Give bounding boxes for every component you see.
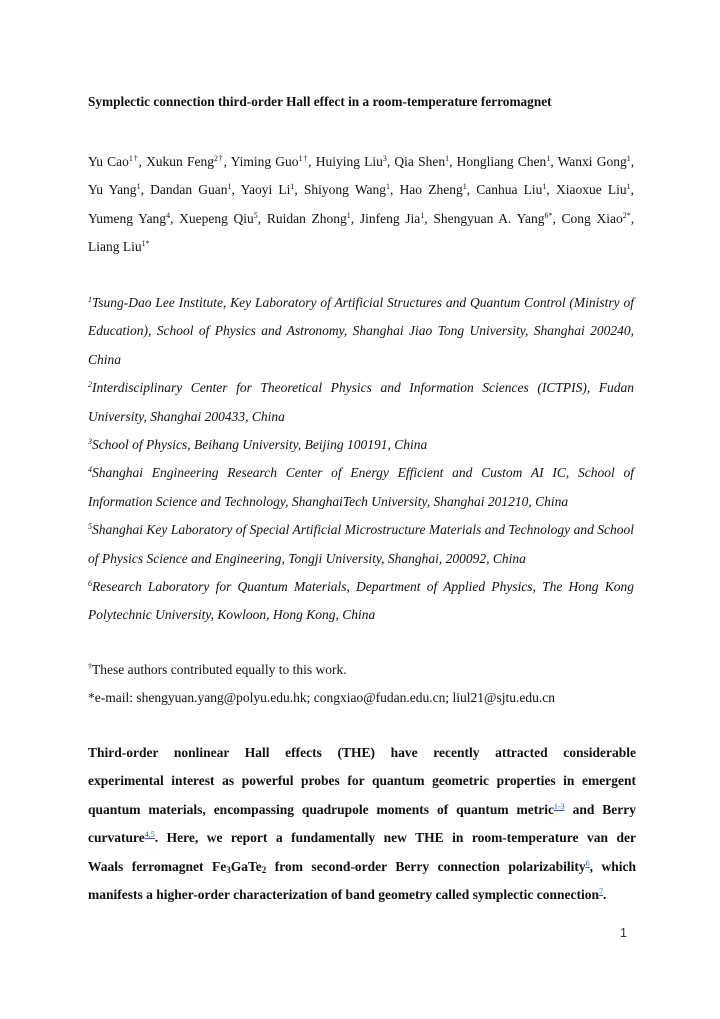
author bbox=[146, 154, 224, 169]
author-affiliation-mark: 5 bbox=[253, 210, 258, 220]
author bbox=[304, 182, 390, 197]
page-number: 1 bbox=[620, 926, 627, 940]
affiliation-text: Shanghai Engineering Research Center of Energy Efficient and Custom AI IC, School of Information Science and Technology, ShanghaiTech University, Shanghai 201210, China bbox=[88, 465, 634, 509]
author-name: Xuepeng Qiu bbox=[179, 210, 254, 226]
author-name: Qia Shen bbox=[394, 154, 446, 169]
author-name: Yu Cao bbox=[88, 154, 129, 169]
abstract-text: manifests a higher-order characterization of band geometry called symplectic connection bbox=[88, 887, 600, 903]
abstract-line bbox=[88, 796, 636, 824]
affiliation-number: 3 bbox=[88, 437, 92, 447]
author-affiliation-mark: 6* bbox=[544, 210, 553, 220]
author-affiliation-mark: 1 bbox=[626, 154, 631, 163]
abstract-text: curvature bbox=[88, 830, 145, 846]
abstract-text: Waals ferromagnet Fe bbox=[88, 858, 227, 874]
author-name: Yaoyi Li bbox=[240, 182, 291, 198]
author-affiliation-mark: 1 bbox=[346, 210, 351, 220]
author bbox=[457, 154, 551, 169]
abstract-text: . bbox=[603, 887, 607, 903]
citation-link[interactable]: 7 bbox=[599, 887, 604, 897]
author-affiliation-mark: 1 bbox=[626, 182, 631, 192]
author bbox=[394, 154, 449, 169]
affiliation-text: Research Laboratory for Quantum Materials, Department of Applied Physics, The Hong Kong Polytechnic University, Kowloon, Hong Kong, China bbox=[88, 579, 634, 623]
author-affiliation-mark: 2† bbox=[213, 154, 224, 163]
author-affiliation-mark: 4 bbox=[166, 210, 171, 220]
citation-link[interactable]: 1-3 bbox=[554, 801, 565, 811]
author-list: Yu Cao$^{1\dagger}$, Xukun Feng$^{2\dagger}$, Yiming Guo$^{1\dagger}$, Huiying Liu$^3$, Qia Shen$^1$, Hongliang Chen$^1$, Wanxi Gong$^1$, Yu Yang$^1$, Dandan Guan$^1$, Yaoyi Li$^1$, Shiyong Wang$^1$, Hao Zheng$^1$, Canhua Liu$^1$, Xiaoxue Liu$^1$, Yumeng Yang$^4$, Xuepeng Qiu$^5$, Ruidan Zhong$^1$, Jinfeng Jia$^1$, Shengyuan A. Yang$^{6*}$, Cong Xiao$^{2*}$, Liang Liu$^{1*}$ bbox=[88, 154, 635, 255]
paper-title: Symplectic connection third-order Hall effect in a room-temperature ferromagnet bbox=[88, 94, 552, 109]
abstract-text: GaTe bbox=[230, 858, 262, 874]
author-affiliation-mark: 1 bbox=[542, 182, 547, 192]
author-affiliation-mark: 3 bbox=[382, 154, 387, 163]
affiliation-number: 5 bbox=[88, 522, 92, 532]
equal-contribution-note bbox=[88, 656, 634, 684]
author-name: Yu Yang bbox=[88, 182, 137, 198]
author-name: Dandan Guan bbox=[150, 182, 228, 198]
author-affiliation-mark: 1† bbox=[298, 154, 309, 163]
author-name: Shengyuan A. Yang bbox=[433, 210, 545, 226]
abstract-text: quantum materials, encompassing quadrupole moments of quantum metric bbox=[88, 801, 554, 817]
affiliation bbox=[88, 374, 634, 431]
affiliation bbox=[88, 431, 634, 459]
equal-contribution-text: These authors contributed equally to this work. bbox=[92, 662, 347, 677]
citation-link[interactable]: 4,5 bbox=[144, 830, 155, 840]
author-name: Shiyong Wang bbox=[303, 182, 387, 198]
author bbox=[88, 182, 141, 197]
author-affiliation-mark: 1 bbox=[445, 154, 450, 163]
author-name: Jinfeng Jia bbox=[359, 210, 421, 226]
abstract-line: Third-order nonlinear Hall effects (THE) have recently attracted considerable bbox=[88, 745, 636, 760]
author bbox=[88, 239, 150, 254]
author-affiliation-mark: 1† bbox=[128, 154, 139, 163]
subscript: 3 bbox=[226, 864, 231, 875]
affiliation-number: 4 bbox=[88, 465, 92, 475]
abstract-text: and Berry bbox=[564, 801, 636, 817]
abstract-text: from second-order Berry connection polarizability bbox=[266, 858, 586, 874]
author bbox=[316, 154, 387, 169]
author-affiliation-mark: 1 bbox=[227, 182, 232, 192]
author-name: Huiying Liu bbox=[315, 154, 383, 169]
author bbox=[562, 211, 631, 226]
affiliation-text: Interdisciplinary Center for Theoretical Physics and Information Sciences (ICTPIS), Fudan University, Shanghai 200433, China bbox=[88, 380, 634, 424]
author-name: Cong Xiao bbox=[561, 210, 623, 226]
email-note: *e-mail: shengyuan.yang@polyu.edu.hk; congxiao@fudan.edu.cn; liul21@sjtu.edu.cn bbox=[88, 690, 555, 706]
author-name: Yiming Guo bbox=[230, 154, 299, 169]
author-name: Ruidan Zhong bbox=[266, 210, 347, 226]
abstract-line: experimental interest as powerful probes for quantum geometric properties in emergent bbox=[88, 773, 636, 789]
author-name: Hao Zheng bbox=[399, 182, 463, 198]
author bbox=[241, 182, 295, 197]
author-name: Wanxi Gong bbox=[557, 154, 627, 169]
subscript: 2 bbox=[261, 864, 267, 875]
author-affiliation-mark: 1 bbox=[386, 182, 391, 192]
abstract bbox=[88, 739, 636, 909]
author bbox=[400, 182, 467, 197]
abstract-line bbox=[88, 853, 636, 881]
affiliation-list bbox=[88, 289, 634, 630]
author bbox=[433, 211, 552, 226]
affiliation-number: 2 bbox=[88, 380, 92, 390]
author bbox=[267, 211, 351, 226]
author bbox=[150, 182, 231, 197]
affiliation-number: 6 bbox=[88, 579, 92, 589]
author bbox=[88, 211, 170, 226]
abstract-line bbox=[88, 824, 636, 852]
author bbox=[558, 154, 631, 169]
abstract-text: , which bbox=[589, 858, 636, 874]
affiliation bbox=[88, 289, 634, 374]
author-affiliation-mark: 1 bbox=[546, 154, 551, 163]
affiliation bbox=[88, 459, 634, 516]
author-name: Liang Liu bbox=[88, 239, 142, 255]
author-affiliation-mark: 1 bbox=[462, 182, 467, 192]
citation-link[interactable]: 6 bbox=[585, 858, 590, 868]
abstract-line bbox=[88, 881, 636, 909]
author-name: Yumeng Yang bbox=[88, 210, 167, 226]
author bbox=[360, 211, 424, 226]
author-name: Xiaoxue Liu bbox=[555, 182, 627, 198]
author-affiliation-mark: 1 bbox=[290, 182, 295, 192]
affiliation-text: Shanghai Key Laboratory of Special Artificial Microstructure Materials and Technology and School of Physics Science and Engineering, Tongji University, Shanghai, 200092, China bbox=[88, 522, 634, 566]
author bbox=[179, 211, 258, 226]
author bbox=[476, 182, 546, 197]
affiliation bbox=[88, 573, 634, 630]
author-name: Hongliang Chen bbox=[456, 154, 547, 169]
author-name: Canhua Liu bbox=[476, 182, 543, 198]
author bbox=[556, 182, 631, 197]
author-affiliation-mark: 1* bbox=[141, 239, 150, 249]
affiliation-number: 1 bbox=[88, 295, 92, 304]
affiliation-text: Tsung-Dao Lee Institute, Key Laboratory of Artificial Structures and Quantum Control (Ministry of Education), School of Physics and Astronomy, Shanghai Jiao Tong University, Shanghai 200240, China bbox=[88, 295, 634, 367]
author-affiliation-mark: 1 bbox=[420, 210, 425, 220]
author-name: Xukun Feng bbox=[146, 154, 214, 169]
author bbox=[231, 154, 309, 169]
author-affiliation-mark: 2* bbox=[622, 210, 631, 220]
abstract-text: . Here, we report a fundamentally new THE in room-temperature van der bbox=[154, 830, 636, 846]
affiliation bbox=[88, 516, 634, 573]
author-affiliation-mark: 1 bbox=[136, 182, 141, 192]
author bbox=[88, 154, 139, 169]
affiliation-text: School of Physics, Beihang University, Beijing 100191, China bbox=[92, 437, 428, 453]
footnotes bbox=[88, 656, 634, 713]
dagger-mark: † bbox=[88, 662, 92, 671]
